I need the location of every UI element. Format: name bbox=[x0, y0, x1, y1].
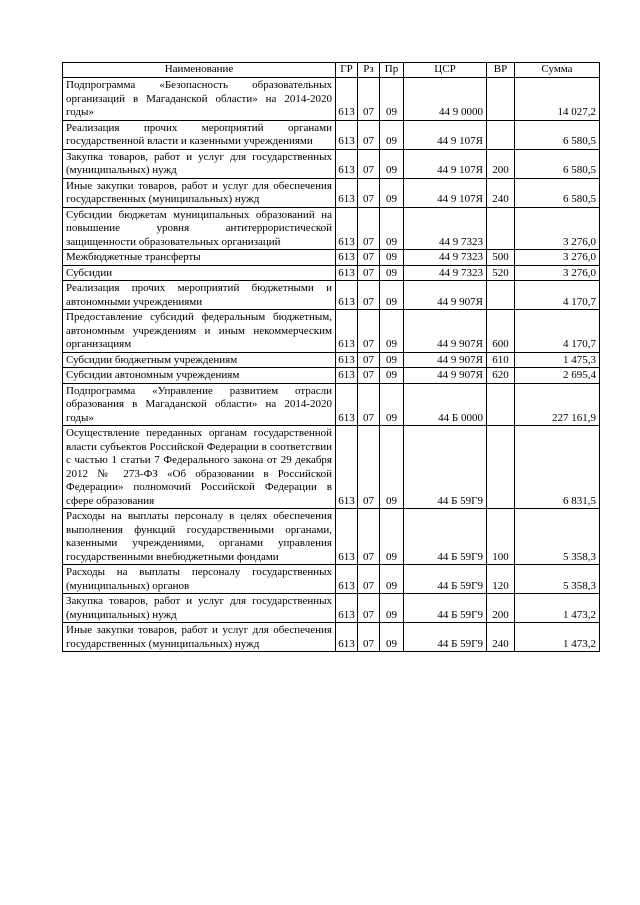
cell-sum: 6 580,5 bbox=[515, 149, 600, 178]
cell-pr: 09 bbox=[380, 149, 404, 178]
cell-csr: 44 9 907Я bbox=[404, 368, 487, 384]
cell-gr: 613 bbox=[336, 352, 358, 368]
cell-csr: 44 9 907Я bbox=[404, 352, 487, 368]
cell-gr: 613 bbox=[336, 426, 358, 509]
table-row bbox=[63, 310, 600, 353]
table-row bbox=[63, 250, 600, 266]
cell-rz: 07 bbox=[358, 78, 380, 121]
cell-name: Субсидии bbox=[63, 265, 336, 281]
cell-vr bbox=[487, 426, 515, 509]
cell-vr: 600 bbox=[487, 310, 515, 353]
cell-vr: 610 bbox=[487, 352, 515, 368]
cell-csr: 44 9 0000 bbox=[404, 78, 487, 121]
table-header-row bbox=[63, 63, 600, 78]
cell-csr: 44 Б 0000 bbox=[404, 383, 487, 426]
cell-sum: 14 027,2 bbox=[515, 78, 600, 121]
cell-rz: 07 bbox=[358, 383, 380, 426]
cell-name: Подпрограмма «Управление развитием отрасли образования в Магаданской области» на 2014-2020 годы» bbox=[63, 383, 336, 426]
table-row bbox=[63, 120, 600, 149]
cell-pr: 09 bbox=[380, 368, 404, 384]
cell-gr: 613 bbox=[336, 78, 358, 121]
cell-vr bbox=[487, 78, 515, 121]
cell-gr: 613 bbox=[336, 383, 358, 426]
cell-rz: 07 bbox=[358, 594, 380, 623]
cell-gr: 613 bbox=[336, 623, 358, 652]
cell-csr: 44 9 7323 bbox=[404, 265, 487, 281]
cell-vr: 200 bbox=[487, 149, 515, 178]
table-row bbox=[63, 78, 600, 121]
table-row bbox=[63, 207, 600, 250]
cell-sum: 3 276,0 bbox=[515, 250, 600, 266]
header-sum: Сумма bbox=[515, 63, 600, 78]
cell-sum: 4 170,7 bbox=[515, 281, 600, 310]
cell-rz: 07 bbox=[358, 565, 380, 594]
cell-csr: 44 9 907Я bbox=[404, 281, 487, 310]
cell-vr bbox=[487, 281, 515, 310]
cell-sum: 1 475,3 bbox=[515, 352, 600, 368]
cell-name: Расходы на выплаты персоналу в целях обеспечения выполнения функций государственными органами, казенными учреждениями, органами управления государственными внебюджетными фондами bbox=[63, 509, 336, 565]
budget-table bbox=[62, 62, 600, 652]
cell-csr: 44 Б 59Г9 bbox=[404, 509, 487, 565]
cell-gr: 613 bbox=[336, 265, 358, 281]
cell-gr: 613 bbox=[336, 250, 358, 266]
cell-rz: 07 bbox=[358, 149, 380, 178]
cell-vr: 500 bbox=[487, 250, 515, 266]
cell-csr: 44 9 7323 bbox=[404, 207, 487, 250]
cell-rz: 07 bbox=[358, 509, 380, 565]
cell-gr: 613 bbox=[336, 120, 358, 149]
cell-gr: 613 bbox=[336, 149, 358, 178]
cell-name: Предоставление субсидий федеральным бюджетным, автономным учреждениям и иным некоммерческим организациям bbox=[63, 310, 336, 353]
cell-rz: 07 bbox=[358, 207, 380, 250]
cell-pr: 09 bbox=[380, 281, 404, 310]
cell-pr: 09 bbox=[380, 383, 404, 426]
cell-gr: 613 bbox=[336, 594, 358, 623]
cell-rz: 07 bbox=[358, 368, 380, 384]
cell-vr: 240 bbox=[487, 178, 515, 207]
cell-gr: 613 bbox=[336, 310, 358, 353]
cell-csr: 44 9 107Я bbox=[404, 120, 487, 149]
cell-gr: 613 bbox=[336, 509, 358, 565]
cell-pr: 09 bbox=[380, 178, 404, 207]
header-rz: Рз bbox=[358, 63, 380, 78]
cell-csr: 44 Б 59Г9 bbox=[404, 565, 487, 594]
cell-name: Субсидии бюджетам муниципальных образований на повышение уровня антитеррористической защищенности образовательных организаций bbox=[63, 207, 336, 250]
cell-rz: 07 bbox=[358, 310, 380, 353]
cell-csr: 44 Б 59Г9 bbox=[404, 426, 487, 509]
cell-name: Осуществление переданных органам государственной власти субъектов Российской Федерации в соответствии с частью 1 статьи 7 Федерального закона от 29 декабря 2012 № 273-ФЗ «Об образовании в Российской Федерации» полномочий Российской Федерации в сфере образования bbox=[63, 426, 336, 509]
cell-pr: 09 bbox=[380, 594, 404, 623]
table-row bbox=[63, 565, 600, 594]
table-row bbox=[63, 178, 600, 207]
cell-sum: 227 161,9 bbox=[515, 383, 600, 426]
cell-name: Подпрограмма «Безопасность образовательных организаций в Магаданской области» на 2014-2020 годы» bbox=[63, 78, 336, 121]
cell-rz: 07 bbox=[358, 281, 380, 310]
cell-pr: 09 bbox=[380, 78, 404, 121]
cell-name: Субсидии бюджетным учреждениям bbox=[63, 352, 336, 368]
cell-sum: 3 276,0 bbox=[515, 207, 600, 250]
header-csr: ЦСР bbox=[404, 63, 487, 78]
cell-pr: 09 bbox=[380, 565, 404, 594]
cell-name: Закупка товаров, работ и услуг для государственных (муниципальных) нужд bbox=[63, 594, 336, 623]
cell-name: Реализация прочих мероприятий бюджетными и автономными учреждениями bbox=[63, 281, 336, 310]
cell-name: Реализация прочих мероприятий органами государственной власти и казенными учреждениями bbox=[63, 120, 336, 149]
cell-rz: 07 bbox=[358, 178, 380, 207]
cell-sum: 5 358,3 bbox=[515, 509, 600, 565]
cell-vr: 120 bbox=[487, 565, 515, 594]
cell-rz: 07 bbox=[358, 265, 380, 281]
cell-csr: 44 Б 59Г9 bbox=[404, 594, 487, 623]
cell-csr: 44 9 107Я bbox=[404, 149, 487, 178]
cell-gr: 613 bbox=[336, 207, 358, 250]
cell-pr: 09 bbox=[380, 120, 404, 149]
cell-pr: 09 bbox=[380, 207, 404, 250]
table-row bbox=[63, 149, 600, 178]
cell-name: Иные закупки товаров, работ и услуг для обеспечения государственных (муниципальных) нужд bbox=[63, 623, 336, 652]
budget-document bbox=[62, 62, 599, 652]
cell-sum: 6 580,5 bbox=[515, 178, 600, 207]
table-row bbox=[63, 623, 600, 652]
cell-name: Иные закупки товаров, работ и услуг для обеспечения государственных (муниципальных) нужд bbox=[63, 178, 336, 207]
header-vr: ВР bbox=[487, 63, 515, 78]
cell-vr bbox=[487, 383, 515, 426]
cell-rz: 07 bbox=[358, 120, 380, 149]
cell-csr: 44 9 7323 bbox=[404, 250, 487, 266]
table-row bbox=[63, 509, 600, 565]
cell-csr: 44 Б 59Г9 bbox=[404, 623, 487, 652]
cell-rz: 07 bbox=[358, 352, 380, 368]
cell-vr bbox=[487, 207, 515, 250]
cell-gr: 613 bbox=[336, 281, 358, 310]
cell-gr: 613 bbox=[336, 178, 358, 207]
header-pr: Пр bbox=[380, 63, 404, 78]
table-row bbox=[63, 368, 600, 384]
cell-vr: 620 bbox=[487, 368, 515, 384]
cell-sum: 6 580,5 bbox=[515, 120, 600, 149]
cell-rz: 07 bbox=[358, 250, 380, 266]
cell-gr: 613 bbox=[336, 368, 358, 384]
cell-pr: 09 bbox=[380, 265, 404, 281]
cell-vr bbox=[487, 120, 515, 149]
cell-name: Расходы на выплаты персоналу государственных (муниципальных) органов bbox=[63, 565, 336, 594]
cell-sum: 6 831,5 bbox=[515, 426, 600, 509]
cell-name: Закупка товаров, работ и услуг для государственных (муниципальных) нужд bbox=[63, 149, 336, 178]
cell-sum: 4 170,7 bbox=[515, 310, 600, 353]
table-row bbox=[63, 594, 600, 623]
cell-sum: 3 276,0 bbox=[515, 265, 600, 281]
cell-rz: 07 bbox=[358, 623, 380, 652]
cell-vr: 200 bbox=[487, 594, 515, 623]
cell-vr: 520 bbox=[487, 265, 515, 281]
header-gr: ГР bbox=[336, 63, 358, 78]
header-name: Наименование bbox=[63, 63, 336, 78]
cell-sum: 1 473,2 bbox=[515, 623, 600, 652]
cell-vr: 240 bbox=[487, 623, 515, 652]
cell-csr: 44 9 907Я bbox=[404, 310, 487, 353]
cell-rz: 07 bbox=[358, 426, 380, 509]
table-row bbox=[63, 426, 600, 509]
cell-csr: 44 9 107Я bbox=[404, 178, 487, 207]
table-body bbox=[63, 78, 600, 652]
cell-name: Межбюджетные трансферты bbox=[63, 250, 336, 266]
cell-pr: 09 bbox=[380, 310, 404, 353]
table-row bbox=[63, 352, 600, 368]
cell-sum: 2 695,4 bbox=[515, 368, 600, 384]
cell-name: Субсидии автономным учреждениям bbox=[63, 368, 336, 384]
cell-pr: 09 bbox=[380, 426, 404, 509]
cell-gr: 613 bbox=[336, 565, 358, 594]
cell-pr: 09 bbox=[380, 509, 404, 565]
table-row bbox=[63, 281, 600, 310]
table-row bbox=[63, 265, 600, 281]
cell-pr: 09 bbox=[380, 250, 404, 266]
table-row bbox=[63, 383, 600, 426]
cell-pr: 09 bbox=[380, 623, 404, 652]
cell-sum: 1 473,2 bbox=[515, 594, 600, 623]
cell-pr: 09 bbox=[380, 352, 404, 368]
cell-sum: 5 358,3 bbox=[515, 565, 600, 594]
cell-vr: 100 bbox=[487, 509, 515, 565]
